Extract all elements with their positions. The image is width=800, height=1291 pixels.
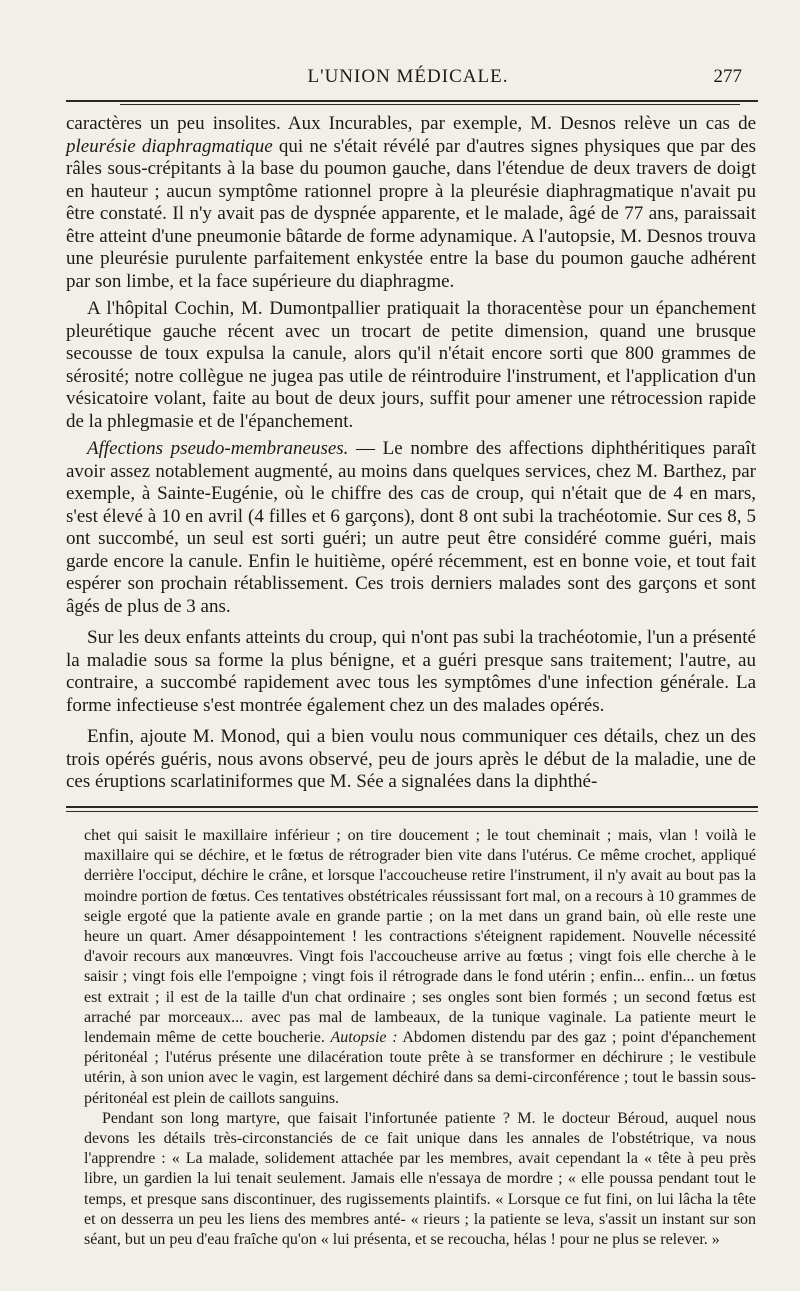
footnote-paragraph	[84, 826, 756, 1109]
paragraph: Sur les deux enfants atteints du croup, qui n'ont pas subi la trachéotomie, l'un a présenté la maladie sous sa forme la plus bénigne, et a guéri presque sans traitement; l'autre, au contraire, a succombé rapidement avec tous les symptômes d'une infection générale. La forme infectieuse s'est montrée également chez un des malades opérés.	[66, 627, 756, 716]
section-heading: Affections pseudo-membraneuses.	[87, 438, 349, 459]
paragraph-text: — Le nombre des affections diphthéritiques paraît avoir assez notablement augmenté, au moins dans quelques services, chez M. Barthez, par exemple, à Sainte-Eugénie, où le chiffre des cas de croup, qui n'était que de 4 en mars, s'est élevé à 10 en avril (4 filles et 6 garçons), dont 8 ont subi la trachéotomie. Sur ces 8, 5 ont succombé, un seul est sorti guéri; un autre peut être considéré comme guéri, mais garde encore la canule. Enfin le huitième, opéré récemment, est en bonne voie, et tout fait espérer son prochain rétablissement. Ces trois derniers malades sont des garçons et sont âgés de plus de 3 ans.	[66, 438, 756, 617]
paragraph	[66, 113, 756, 293]
running-head: L'UNION MÉDICALE.	[307, 66, 509, 87]
footnote-paragraph: Pendant son long martyre, que faisait l'infortunée patiente ? M. le docteur Béroud, auquel nous devons les détails très-circonstanciés de ce fait unique dans les annales de l'obstétrique, va nous l'apprendre : « La malade, solidement attachée par les membres, avait cependant la « tête à peu près libre, un gardien la lui tenait seulement. Jamais elle n'essaya de mordre ; « elle poussa pendant tout le temps, et presque sans discontinuer, des rugissements plaintifs. « Lorsque ce fut fini, on lui lâcha la tête et on desserra un peu les liens des membres anté- « rieurs ; la patiente se leva, s'assit un instant sur son séant, but un peu d'eau fraîche qu'on « lui présenta, et se recoucha, hélas ! pour ne plus se relever. »	[84, 1109, 756, 1249]
footnote-rule	[66, 806, 758, 808]
paragraph-text: qui ne s'était révélé par d'autres signes physiques que par des râles sous-crépitants à la base du poumon gauche, dans l'étendue de deux travers de doigt en hauteur ; aucun symptôme rationnel propre à la pleurésie diaphragmatique n'avait pu être constaté. Il n'y avait pas de dyspnée apparente, et le malade, âgé de 77 ans, paraissait être atteint d'une pneumonie bâtarde de forme adynamique. A l'autopsie, M. Desnos trouva une pleurésie purulente parfaitement enkystée entre la base du poumon gauche adhérent par son limbe, et la face supérieure du diaphragme.	[66, 135, 756, 292]
italic-term: Autopsie :	[330, 1029, 398, 1047]
header-rule	[66, 100, 758, 102]
main-text	[66, 113, 756, 803]
page-number: 277	[713, 66, 742, 87]
footnote-text-part: Abdomen distendu par des gaz ; point d'épanchement péritonéal ; l'utérus présente une dilacération toute prête à se transformer en déchirure ; le vestibule utérin, à son union avec le vagin, est largement déchiré dans sa demi-circonférence ; tout le bassin sous-péritonéal est plein de caillots sanguins.	[84, 1029, 757, 1107]
italic-term: pleurésie diaphragmatique	[66, 135, 273, 157]
paragraph-text: caractères un peu insolites. Aux Incurables, par exemple, M. Desnos relève un cas de	[66, 113, 756, 134]
footnote-text	[84, 826, 756, 1250]
page-header	[66, 66, 750, 94]
paragraph: Enfin, ajoute M. Monod, qui a bien voulu nous communiquer ces détails, chez un des trois opérés guéris, nous avons observé, peu de jours après le début de la maladie, une de ces éruptions scarlatiniformes que M. Sée a signalées dans la diphthé-	[66, 726, 756, 792]
footnote-text-part: chet qui saisit le maxillaire inférieur ; on tire doucement ; le tout cheminait ; mais, vlan ! voilà le maxillaire qui se déchire, et le fœtus de rétrograder bien vite dans l'utérus. Ce même crochet, appliqué derrière l'occiput, déchire le crâne, et lorsque l'accoucheuse retire l'instrument, il n'y avait au bout pas la moindre portion de fœtus. Ces tentatives obstétricales réussissant fort mal, on a recours à 10 grammes de seigle ergoté que la patiente avale en grande partie ; on la met dans un grand bain, où elle reste une heure un quart. Amer désappointement ! les contractions s'éteignent rapidement. Nouvelle nécessité d'avoir recours aux manœuvres. Vingt fois l'accoucheuse arrive au fœtus ; vingt fois elle cherche à le saisir ; vingt fois elle l'empoigne ; vingt fois il rétrograde dans le fond utérin ; enfin... enfin... un fœtus est extrait ; il est de la taille d'un chat ordinaire ; ses ongles sont bien formés ; un second fœtus est arraché par morceaux... avec pas mal de lambeaux, de la tunique vaginale. La patiente meurt le lendemain même de cette boucherie.	[84, 827, 756, 1047]
paragraph: A l'hôpital Cochin, M. Dumontpallier pratiquait la thoracentèse pour un épanchement pleurétique gauche récent avec un trocart de petite dimension, quand une brusque secousse de toux expulsa la canule, alors qu'il n'était encore sorti que 800 grammes de sérosité; notre collègue ne jugea pas utile de réintroduire l'instrument, et l'application d'un vésicatoire volant, faite au bout de deux jours, suffit pour amener une rétrocession rapide de la phlegmasie et de l'épanchement.	[66, 298, 756, 432]
footnote-rule-thin	[66, 811, 758, 812]
header-rule-thin	[120, 104, 740, 105]
paragraph	[66, 438, 756, 618]
